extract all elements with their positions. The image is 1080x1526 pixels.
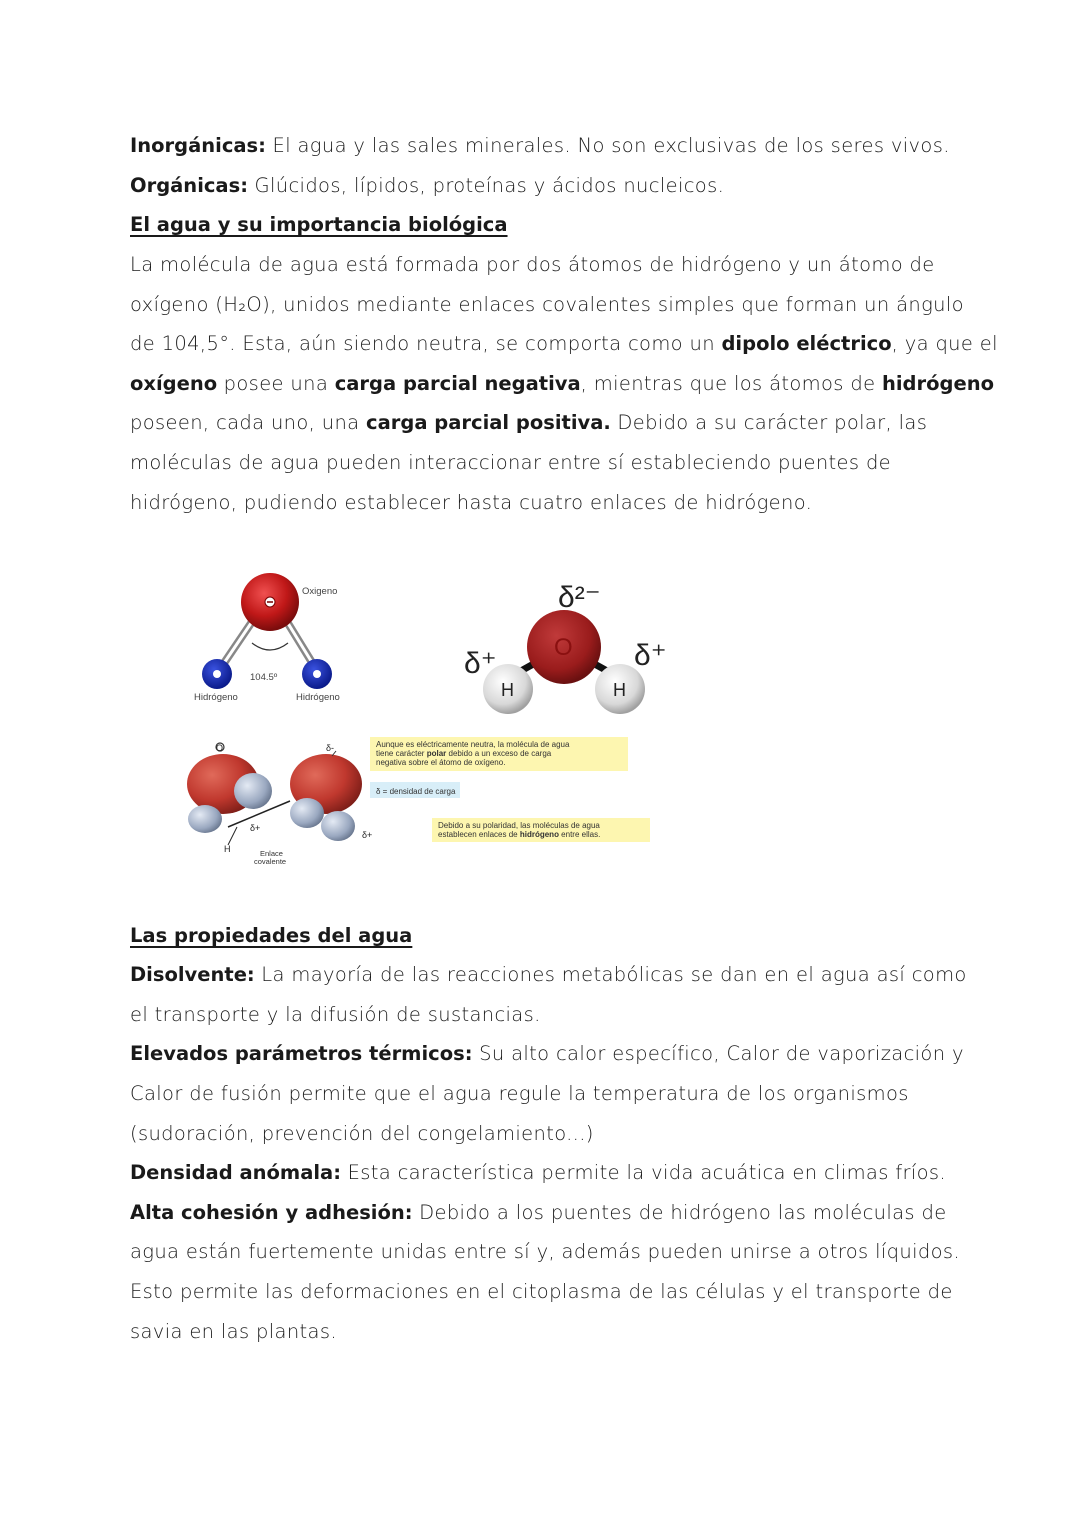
note-polar-line3: negativa sobre el átomo de oxígeno.	[376, 758, 506, 767]
p4-text: posee una	[217, 372, 335, 395]
label-delta-plus-3d-1: δ+	[250, 823, 261, 833]
heading-propiedades: Las propiedades del agua	[130, 924, 413, 947]
p4-mid: , mientras que los átomos de	[580, 372, 882, 395]
line-inorganicas	[130, 134, 950, 158]
diagram-hydrogen-bonds	[187, 737, 650, 866]
prop-line-2: el transporte y la difusión de sustancias.	[130, 1003, 541, 1026]
text-cohesion: Debido a los puentes de hidrógeno las moléculas de	[412, 1201, 947, 1224]
label-oxigeno: Oxigeno	[302, 586, 338, 597]
para-line-5	[130, 411, 927, 435]
prop-line-10: savia en las plantas.	[130, 1320, 337, 1343]
label-delta-plus-right: δ⁺	[634, 639, 667, 672]
term-disolvente: Disolvente:	[130, 963, 255, 986]
term-organicas: Orgánicas:	[130, 174, 248, 197]
label-h-3d: H	[224, 844, 231, 854]
note-hbond-line2	[438, 830, 600, 839]
prop-line-8: agua están fuertemente unidas entre sí y, además pueden unirse a otros líquidos.	[130, 1240, 960, 1263]
prop-line-7	[130, 1201, 947, 1225]
label-h-right: H	[613, 680, 626, 700]
label-h-left: H	[501, 680, 514, 700]
label-delta-minus-3d: δ-	[326, 743, 335, 753]
prop-line-1	[130, 963, 967, 987]
term-densidad: Densidad anómala:	[130, 1161, 342, 1184]
term-inorganicas: Inorgánicas:	[130, 134, 266, 157]
prop-line-4: Calor de fusión permite que el agua regule la temperatura de los organismos	[130, 1082, 909, 1105]
text-inorganicas: El agua y las sales minerales. No son exclusivas de los seres vivos.	[265, 134, 950, 157]
note-density: δ = densidad de carga	[376, 787, 456, 796]
term-termicos: Elevados parámetros térmicos:	[130, 1042, 473, 1065]
para-line-2: oxígeno (H₂O), unidos mediante enlaces covalentes simples que forman un ángulo	[130, 293, 964, 316]
prop-line-6	[130, 1161, 946, 1185]
note-polar-line2	[376, 749, 552, 758]
note-hbond-l2b: hidrógeno	[519, 830, 559, 839]
note-hbond-l2c: entre ellas.	[558, 830, 601, 839]
para-line-3	[130, 332, 998, 356]
text-organicas: Glúcidos, lípidos, proteínas y ácidos nucleicos.	[248, 174, 725, 197]
heading-importancia: El agua y su importancia biológica	[130, 213, 508, 236]
term-dipolo: dipolo eléctrico	[721, 332, 892, 355]
label-o-3d: O	[216, 743, 224, 753]
text-termicos: Su alto calor específico, Calor de vaporización y	[472, 1042, 964, 1065]
note-hbond-line1: Debido a su polaridad, las moléculas de agua	[438, 821, 600, 830]
prop-line-9: Esto permite las deformaciones en el citoplasma de las células y el transporte de	[130, 1280, 953, 1303]
note-polar-l2b: polar	[426, 749, 447, 758]
diagram-bond-angle	[194, 573, 340, 703]
water-molecule-figure	[180, 565, 680, 885]
term-carga-positiva: carga parcial positiva.	[366, 411, 611, 434]
label-delta-2minus: δ²⁻	[558, 581, 601, 614]
label-angle: 104.5º	[250, 672, 278, 683]
label-delta-plus-3d-2: δ+	[362, 830, 373, 840]
label-o: O	[554, 634, 573, 661]
note-hbond-l2a: establecen enlaces de	[438, 830, 520, 839]
label-hidrogeno-left: Hidrógeno	[194, 692, 238, 703]
prop-line-3	[130, 1042, 964, 1066]
p5-text: poseen, cada uno, una	[130, 411, 367, 434]
para-line-4	[130, 372, 994, 396]
label-covalente: covalente	[254, 857, 287, 866]
note-polar-l2a: tiene carácter	[376, 749, 427, 758]
note-polar-l2c: debido a un exceso de carga	[446, 749, 552, 758]
term-cohesion: Alta cohesión y adhesión:	[130, 1201, 413, 1224]
para-line-1: La molécula de agua está formada por dos átomos de hidrógeno y un átomo de	[130, 253, 935, 276]
label-hidrogeno-right: Hidrógeno	[296, 692, 340, 703]
line-organicas	[130, 174, 724, 198]
label-enlace: Enlace	[260, 849, 283, 858]
p3-end: , ya que el	[891, 332, 998, 355]
p5-end: Debido a su carácter polar, las	[610, 411, 928, 434]
label-delta-plus-left: δ⁺	[464, 647, 497, 680]
diagram-partial-charges	[464, 581, 667, 714]
para-line-7: hidrógeno, pudiendo establecer hasta cuatro enlaces de hidrógeno.	[130, 491, 813, 514]
prop-line-5: (sudoración, prevención del congelamiento...)	[130, 1122, 594, 1145]
term-oxigeno: oxígeno	[130, 372, 218, 395]
p3-text: de 104,5°. Esta, aún siendo neutra, se comporta como un	[130, 332, 722, 355]
note-polar-line1: Aunque es eléctricamente neutra, la molécula de agua	[376, 740, 570, 749]
term-carga-negativa: carga parcial negativa	[334, 372, 581, 395]
text-disolvente: La mayoría de las reacciones metabólicas se dan en el agua así como	[254, 963, 967, 986]
para-line-6: moléculas de agua pueden interaccionar entre sí estableciendo puentes de	[130, 451, 892, 474]
term-hidrogeno: hidrógeno	[881, 372, 994, 395]
text-densidad: Esta característica permite la vida acuática en climas fríos.	[341, 1161, 946, 1184]
